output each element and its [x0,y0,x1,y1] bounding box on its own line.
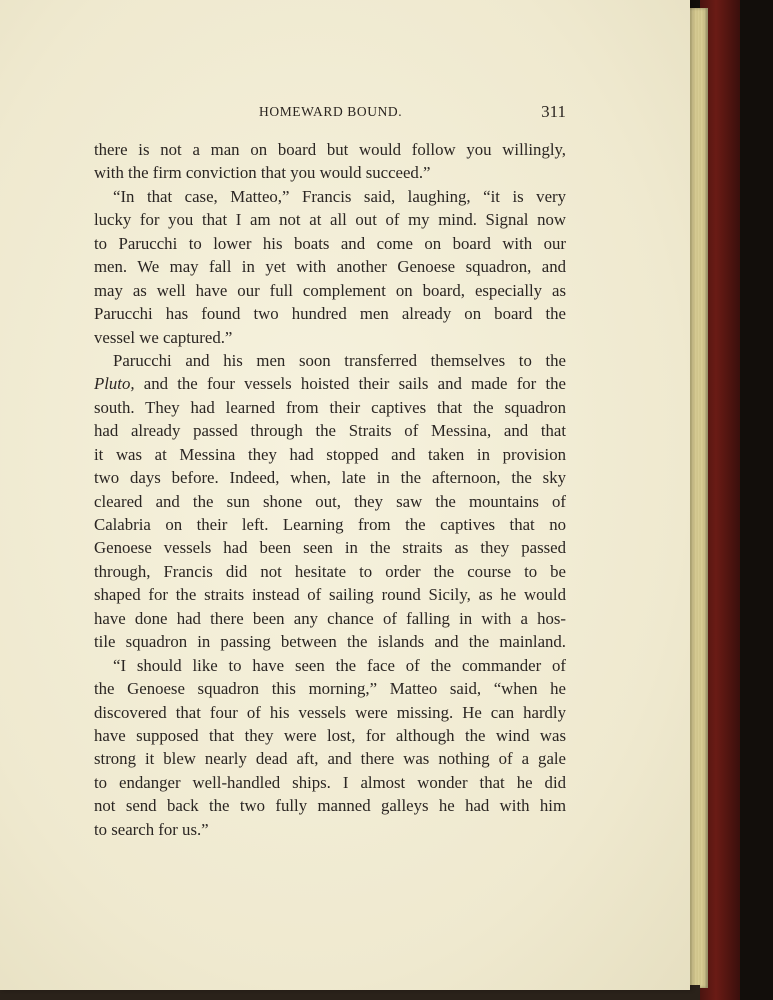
text-line: with the firm conviction that you would succeed.” [94,163,431,183]
text-line: to endanger well-handled ships. I almost wonder that he did [94,772,566,792]
text-line [94,372,566,395]
running-header [94,104,566,126]
text-line: discovered that four of his vessels were missing. He can hardly [94,702,566,722]
body-text [94,138,566,841]
text-line: strong it blew nearly dead aft, and there was nothing of a gale [94,749,566,769]
text-line-rest: and the four vessels hoisted their sails and made for the [134,374,566,394]
text-line: south. They had learned from their captives that the squadron [94,397,566,417]
text-line: “In that case, Matteo,” Francis said, laughing, “it is very [113,186,566,206]
text-line: to search for us.” [94,819,209,839]
running-title: HOMEWARD BOUND. [259,104,403,119]
text-line: tile squadron in passing between the islands and the mainland. [94,632,566,652]
text-line: not send back the two fully manned galleys he had with him [94,796,566,816]
text-line: Genoese vessels had been seen in the straits as they passed [94,538,566,558]
text-line: it was at Messina they had stopped and taken in provision [94,444,566,464]
text-line: through, Francis did not hesitate to order the course to be [94,561,566,581]
text-line: had already passed through the Straits of Messina, and that [94,421,566,441]
text-line: men. We may fall in yet with another Genoese squadron, and [94,257,566,277]
text-line: Calabria on their left. Learning from the captives that no [94,515,566,534]
text-line: cleared and the sun shone out, they saw the mountains of [94,491,566,511]
italic-ship-name: Pluto, [94,374,135,394]
text-line: Parucchi has found two hundred men already on board the [94,304,566,324]
text-line: shaped for the straits instead of sailing round Sicily, as he would [94,585,566,605]
text-line: vessel we captured.” [94,327,233,347]
text-line: “I should like to have seen the face of the commander of [113,655,566,675]
text-line: two days before. Indeed, when, late in the afternoon, the sky [94,468,566,488]
text-line: there is not a man on board but would follow you willingly, [94,140,566,159]
text-line: may as well have our full complement on board, especially as [94,280,566,300]
text-line: have supposed that they were lost, for although the wind was [94,725,566,745]
text-line: lucky for you that I am not at all out of my mind. Signal now [94,210,566,230]
text-line: the Genoese squadron this morning,” Matteo said, “when he [94,679,566,699]
text-line: to Parucchi to lower his boats and come on board with our [94,233,566,253]
text-line: Parucchi and his men soon transferred themselves to the [113,350,566,370]
page-number: 311 [541,102,566,121]
text-line: have done had there been any chance of falling in with a hos- [94,608,566,628]
